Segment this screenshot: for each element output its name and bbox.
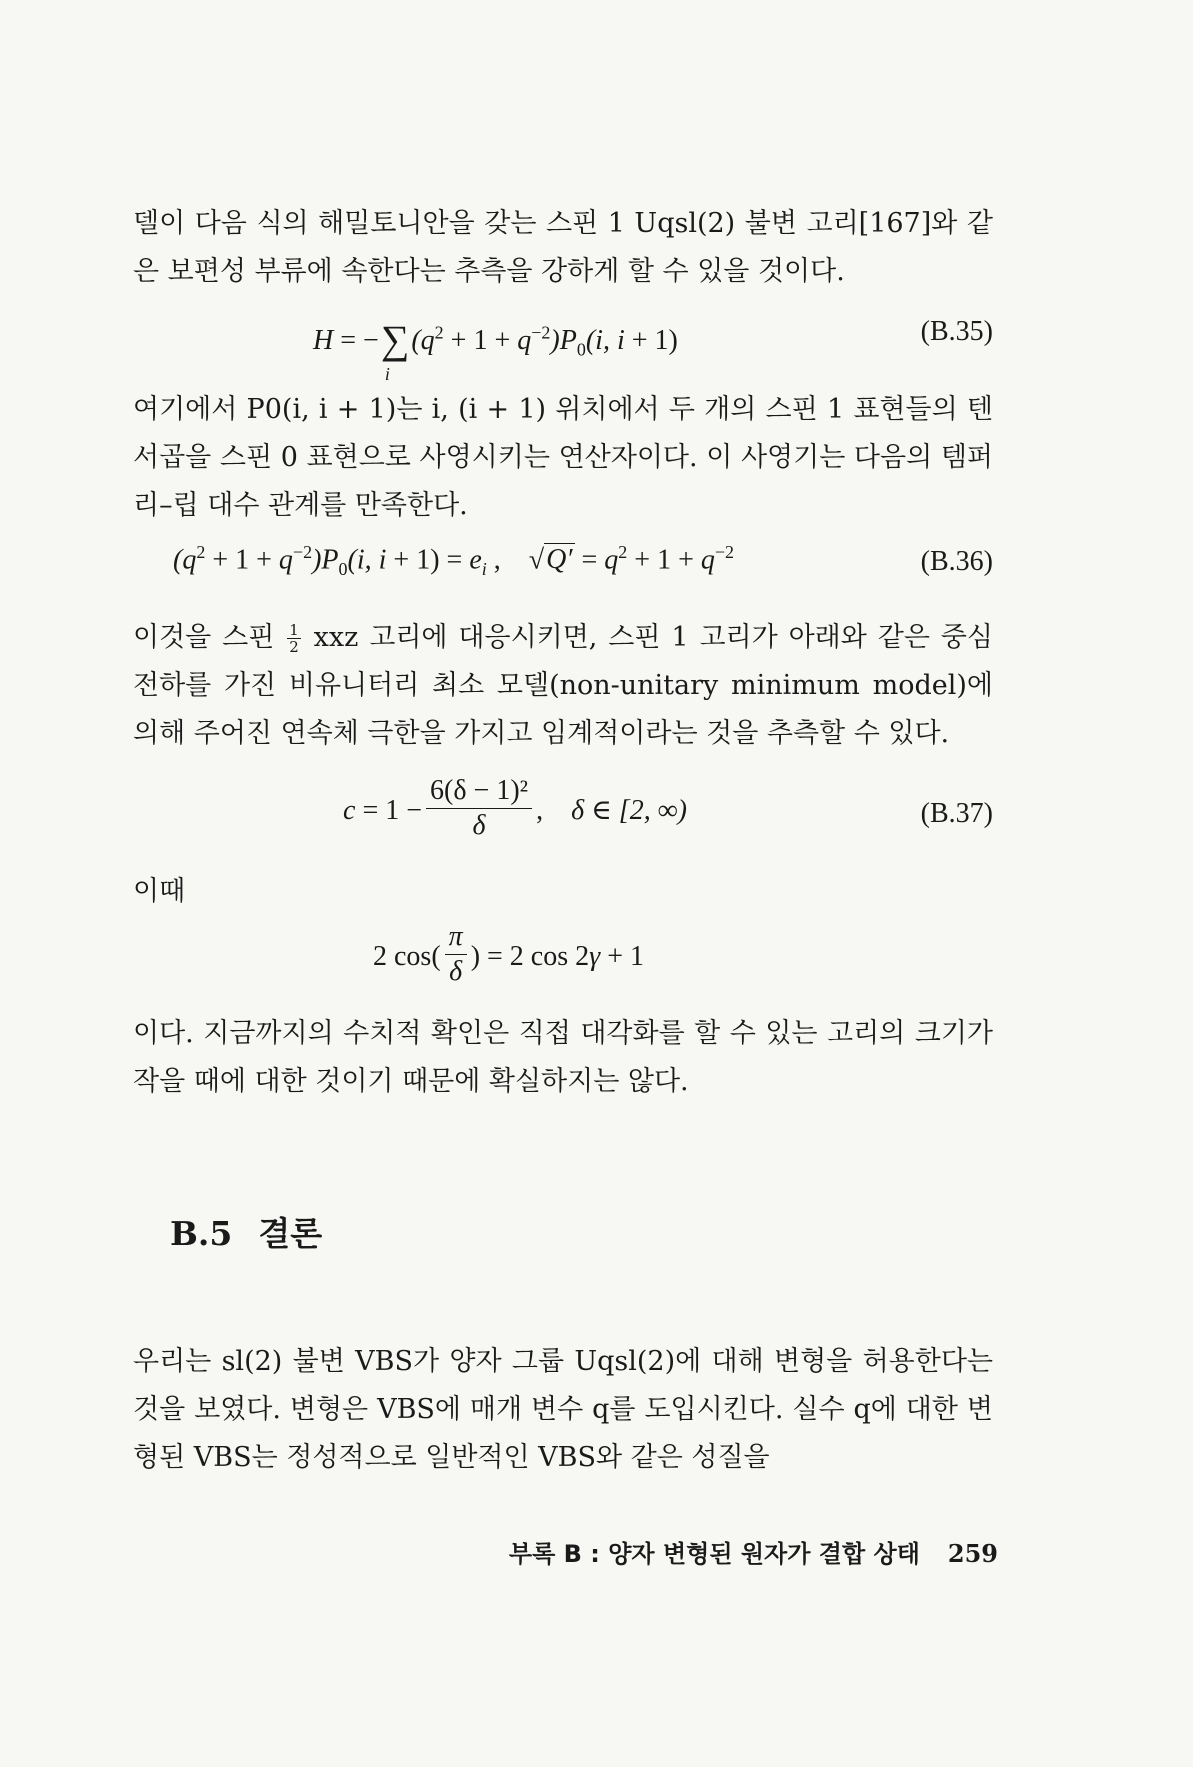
paragraph-text: xxz 고리에 대응시키면, 스핀 1 고리가 아래와 같은 중심 전하를 가진 비유니터리 최소 모델(non-unitary minimum model)에 의해 주어진 연속체 극한을 가지고 임계적이라는 것을 추측할 수 있다.: [133, 622, 993, 749]
paragraph-text: 이것을 스핀: [133, 622, 275, 653]
equation-cos: [133, 921, 993, 1004]
equation-b35-body: H = −∑ i $(q^2 + 1 + q^{-2})P_0(i$, i + 1): [313, 317, 678, 384]
paragraph-central-charge: [133, 614, 993, 758]
paragraph-intro: 델이 다음 식의 해밀토니안을 갖는 스핀 1 Uqsl(2) 불변 고리[167]와 같은 보편성 부류에 속한다는 추측을 강하게 할 수 있을 것이다.: [133, 208, 993, 287]
fraction-one-half: $\frac{1}{2}$: [289, 621, 299, 656]
equation-b35: [133, 306, 993, 384]
page-number: 259: [947, 1539, 998, 1568]
equation-number: (B.37): [920, 798, 993, 829]
page-footer: [509, 1534, 998, 1569]
equation-b37: [133, 775, 993, 858]
equation-b36: [133, 536, 993, 596]
paragraph-numerical: 이다. 지금까지의 수치적 확인은 직접 대각화를 할 수 있는 고리의 크기가 작을 때에 대한 것이기 때문에 확실하지는 않다.: [133, 1018, 993, 1097]
paragraph-conclusion: 우리는 sl(2) 불변 VBS가 양자 그룹 Uqsl(2)에 대해 변형을 허용한다는 것을 보였다. 변형은 VBS에 매개 변수 q를 도입시킨다. 실수 q에 대한 변형된 VBS는 정성적으로 일반적인 VBS와 같은 성질을: [133, 1346, 993, 1473]
equation-number: (B.36): [920, 546, 993, 577]
paragraph-where: 이때: [133, 876, 186, 907]
equation-cos-body: 2 cos( $\frac{\pi}{\delta}$ ) = 2 cos 2γ + 1: [373, 921, 644, 987]
equation-number: (B.35): [920, 316, 993, 347]
equation-b37-body: c = 1 − $\frac{\text{6(δ − 1)²}}{\delta}$ , δ ∈ [2, ∞): [343, 775, 687, 841]
section-heading: B.5 결론: [170, 1214, 323, 1253]
running-title: 부록 B : 양자 변형된 원자가 결합 상태: [508, 1540, 920, 1568]
paragraph-projector: 여기에서 P0(i, i + 1)는 i, (i + 1) 위치에서 두 개의 스핀 1 표현들의 텐서곱을 스핀 0 표현으로 사영시키는 연산자이다. 이 사영기는 다음의 템퍼리–립 대수 관계를 만족한다.: [133, 394, 993, 521]
equation-b36-body: $(q^2 + 1 + q^{-2})P_0(i$, $i + 1) = e_i$ , $√Q' = q^2 + 1 + q^{-2}$: [173, 542, 735, 579]
